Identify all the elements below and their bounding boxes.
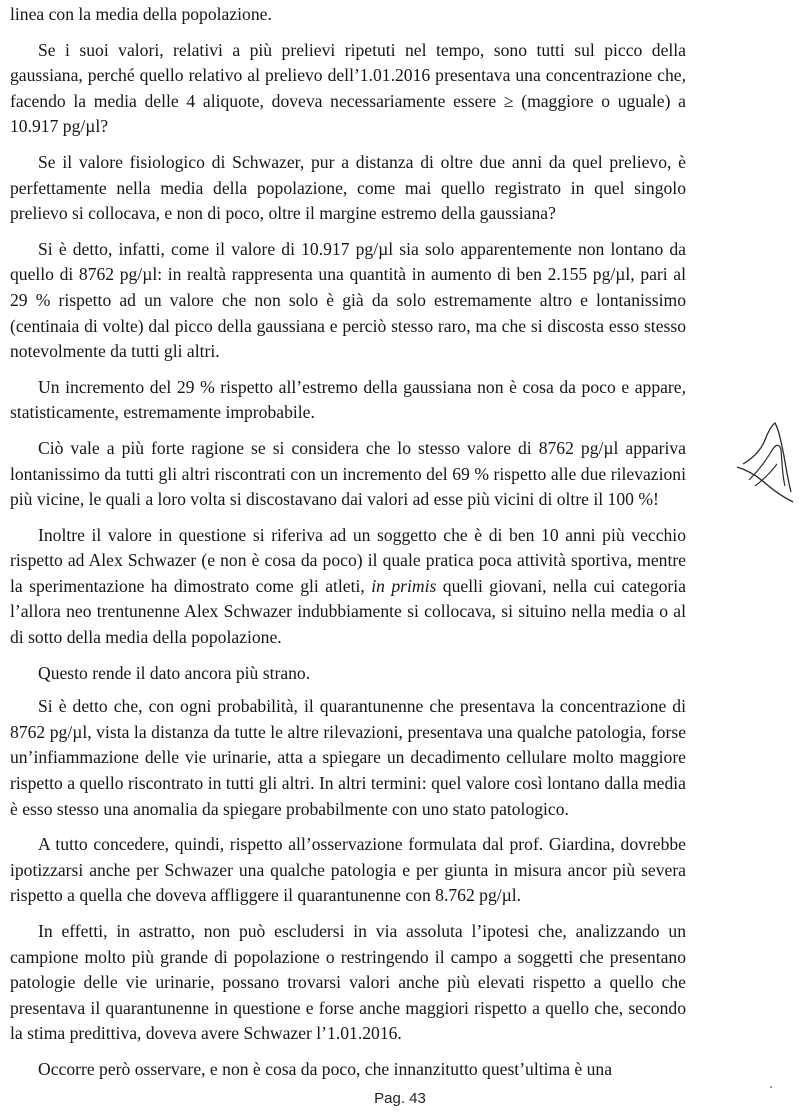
paragraph-10: A tutto concedere, quindi, rispetto all’osservazione formulata dal prof. Giardina, dovrebbe ipotizzarsi anche per Schwazer una qualche patologia e per giunta in misura ancor più severa rispetto a quella che doveva affliggere il quarantunenne con 8.762 pg/µl. (10, 834, 686, 906)
paragraph-8: Questo rende il dato ancora più strano. (38, 662, 311, 683)
paragraph-11: In effetti, in astratto, non può escludersi in via assoluta l’ipotesi che, analizzando un campione molto più grande di popolazione o restringendo il campo a soggetti che presentano patologie delle vie urinarie, possano trovarsi valori anche più elevati rispetto a quello che presentava il quarantunenne in questione e forse anche maggiori rispetto a quello che, secondo la stima predittiva, doveva avere Schwazer l’1.01.2016. (10, 921, 686, 1044)
body-text (10, 2, 686, 1093)
paragraph-7: Inoltre il valore in questione si riferiva ad un soggetto che è di ben 10 anni più vecchio rispetto ad Alex Schwazer (e non è cosa da poco) il quale pratica poca attività sportiva, mentre la sperimentazione ha dimostrato come gli atleti, in primis quelli giovani, nella cui categoria l’allora neo trentunenne Alex Schwazer indubbiamente si collocava, si situino nella media o al di sotto della media della popolazione. (10, 524, 686, 648)
scan-mark (770, 1086, 772, 1088)
paragraph-6: Ciò vale a più forte ragione se si considera che lo stesso valore di 8762 pg/µl appariva lontanissimo da tutti gli altri riscontrati con un incremento del 69 % rispetto alle due rilevazioni più vicine, le quali a loro volta si discostavano dai valori ad esse più vicini di oltre il 100 %! (10, 437, 686, 510)
paragraph-2: Se i suoi valori, relativi a più prelievi ripetuti nel tempo, sono tutti sul picco della gaussiana, perché quello relativo al prelievo dell’1.01.2016 presentava una concentrazione che, facendo la media delle 4 aliquote, doveva necessariamente essere ≥ (maggiore o uguale) a 10.917 pg/µl? (10, 39, 686, 137)
signature-icon (735, 420, 797, 506)
paragraph-3: Se il valore fisiologico di Schwazer, pur a distanza di oltre due anni da quel prelievo, è perfettamente nella media della popolazione, come mai quello registrato in quel singolo prelievo si collocava, e non di poco, oltre il margine estremo della gaussiana? (10, 151, 686, 224)
paragraph-1: linea con la media della popolazione. (10, 4, 272, 24)
paragraph-12: Occorre però osservare, e non è cosa da poco, che innanzitutto quest’ultima è una (38, 1058, 613, 1079)
paragraph-4: Si è detto, infatti, come il valore di 10.917 pg/µl sia solo apparentemente non lontano da quello di 8762 pg/µl: in realtà rappresenta una quantità in aumento di ben 2.155 pg/µl, pari al 29 % rispetto ad un valore che non solo è già da solo estremamente altro e lontanissimo (centinaia di volte) dal picco della gaussiana e perciò stesso raro, ma che si discosta esso stesso notevolmente da tutti gli altri. (10, 238, 686, 362)
paragraph-9: Si è detto che, con ogni probabilità, il quarantunenne che presentava la concentrazione di 8762 pg/µl, vista la distanza da tutte le altre rilevazioni, presentava una qualche patologia, forse un’infiammazione delle vie urinarie, atta a spiegare un decadimento cellulare molto maggiore rispetto a quello riscontrato in tutti gli altri. In altri termini: quel valore così lontano dalla media è esso stesso una anomalia da spiegare probabilmente con uno stato patologico. (10, 696, 686, 819)
paragraph-5: Un incremento del 29 % rispetto all’estremo della gaussiana non è cosa da poco e appare, statisticamente, estremamente improbabile. (10, 376, 686, 423)
page-number: Pag. 43 (374, 1090, 426, 1107)
italic-phrase: in primis (371, 575, 437, 596)
